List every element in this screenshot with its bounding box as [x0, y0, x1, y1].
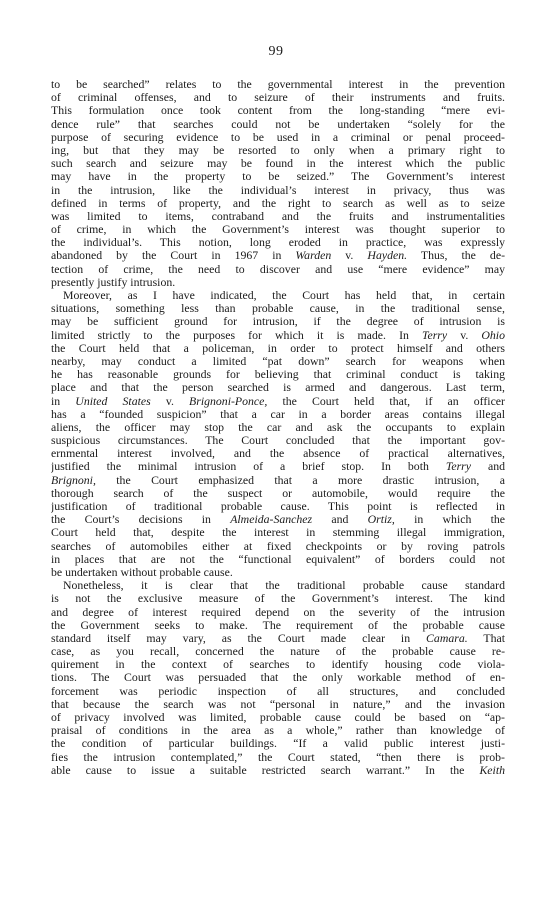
- text-line: [51, 698, 505, 711]
- text-line: [51, 289, 505, 302]
- text-line: [51, 170, 505, 183]
- text-line: [51, 104, 505, 117]
- text-run: thorough search of the suspect or automobile, would require the: [51, 486, 505, 500]
- text-run: abandoned by the Court in 1967 in: [51, 249, 296, 263]
- text-run: the condition of particular buildings. “If a valid public interest justi-: [51, 737, 505, 751]
- italic-case-name: Brignoni-Ponce,: [189, 394, 268, 408]
- text-line: [51, 619, 505, 632]
- text-line: [51, 276, 505, 289]
- text-line: [51, 579, 505, 592]
- text-line: [51, 210, 505, 223]
- text-run: ernmental interest involved, and the absence of practical alternatives,: [51, 447, 505, 461]
- text-run: place and that the person searched is armed and dangerous. Last term,: [51, 381, 505, 395]
- text-run: situations, something less than probable cause, in the traditional sense,: [51, 302, 505, 316]
- text-line: [51, 434, 505, 447]
- text-run: he has reasonable grounds for believing that criminal conduct is taking: [51, 368, 505, 382]
- text-run: in which the: [394, 513, 505, 527]
- text-run: ing, but that they may be resorted to only when a primary right to: [51, 143, 505, 157]
- text-line: [51, 553, 505, 566]
- text-line: [51, 118, 505, 131]
- text-run: the Court held that a policeman, in order to protect himself and others: [51, 341, 505, 355]
- text-run: Thus, the de-: [407, 249, 505, 263]
- text-line: [51, 474, 505, 487]
- text-run: That: [467, 631, 505, 645]
- italic-case-name: Camara.: [426, 631, 468, 645]
- text-line: [51, 592, 505, 605]
- text-line: [51, 381, 505, 394]
- text-line: [51, 500, 505, 513]
- text-run: case, as you recall, concerned the nature of the probable cause re-: [51, 645, 505, 659]
- text-line: [51, 658, 505, 671]
- text-line: [51, 223, 505, 236]
- text-run: and: [471, 460, 505, 474]
- text-run: praisal of conditions in the area as a whole,” rather than knowledge of: [51, 724, 505, 738]
- text-run: of privacy involved was limited, probable cause could be based on “ap-: [51, 711, 505, 724]
- text-run: purpose of securing evidence to be used in a criminal or penal proceed-: [51, 130, 505, 144]
- text-line: [51, 342, 505, 355]
- text-line: [51, 724, 505, 737]
- paragraph: [51, 579, 505, 777]
- text-line: [51, 184, 505, 197]
- text-run: v.: [331, 249, 368, 263]
- text-run: standard itself may vary, as the Court made clear in: [51, 631, 427, 645]
- text-line: [51, 91, 505, 104]
- text-run: forcement was periodic inspection of all structures, and concluded: [51, 684, 505, 698]
- italic-case-name: Brignoni,: [51, 473, 96, 487]
- text-run: Moreover, as I have indicated, the Court has held that, in certain: [63, 289, 505, 302]
- page-number: 99: [268, 44, 284, 59]
- text-run: justification of traditional probable cause. This point is reflected in: [51, 500, 505, 513]
- text-run: aliens, the officer may stop the car and ask the occupants to explain: [51, 420, 505, 434]
- italic-case-name: Ortiz,: [367, 513, 395, 527]
- text-line: [51, 487, 505, 500]
- text-line: [51, 460, 505, 473]
- text-run: to be searched” relates to the governmental interest in the prevention: [51, 78, 505, 91]
- text-line: [51, 355, 505, 368]
- text-run: fies the intrusion contemplated,” the Court stated, “then there is prob-: [51, 750, 505, 764]
- text-run: be undertaken without probable cause.: [51, 565, 233, 579]
- text-line: [51, 131, 505, 144]
- text-line: [51, 513, 505, 526]
- text-run: able cause to issue a suitable restricted search warrant.” In the: [51, 763, 480, 777]
- text-line: [51, 751, 505, 764]
- text-line: [51, 315, 505, 328]
- text-line: [51, 540, 505, 553]
- text-line: [51, 144, 505, 157]
- text-run: may be sufficient ground for intrusion, if the degree of intrusion is: [51, 315, 505, 329]
- text-line: [51, 447, 505, 460]
- text-line: [51, 671, 505, 684]
- text-run: Court held that, despite the interest in stemming illegal immigration,: [51, 526, 505, 540]
- text-line: [51, 395, 505, 408]
- text-line: [51, 408, 505, 421]
- italic-case-name: Ohio: [481, 328, 505, 342]
- text-run: the Court held that, if an officer: [267, 394, 505, 408]
- text-run: the individual’s. This notion, long eroded in practice, was expressly: [51, 236, 505, 250]
- text-run: has a “founded suspicion” that a car in a border areas contains illegal: [51, 407, 505, 421]
- text-line: [51, 302, 505, 315]
- text-line: [51, 421, 505, 434]
- text-line: [51, 368, 505, 381]
- text-run: This formulation once took content from the long-standing “mere evi-: [51, 104, 505, 118]
- text-line: [51, 606, 505, 619]
- text-run: is not the exclusive measure of the Government’s interest. The kind: [51, 592, 505, 606]
- text-run: justified the minimal intrusion of a brief stop. In both: [51, 460, 446, 474]
- text-run: suspicious circumstances. The Court concluded that the important gov-: [51, 434, 505, 448]
- text-run: Nonetheless, it is clear that the traditional probable cause standard: [63, 579, 505, 593]
- text-line: [51, 236, 505, 249]
- text-run: the Government seeks to make. The requirement of the probable cause: [51, 618, 505, 632]
- italic-case-name: United States: [75, 394, 151, 408]
- text-line: [51, 685, 505, 698]
- text-run: that because the search was not “personal in nature,” and the invasion: [51, 697, 505, 711]
- text-line: [51, 526, 505, 539]
- text-run: of criminal offenses, and to seizure of their instruments and fruits.: [51, 91, 505, 105]
- text-run: v.: [150, 394, 190, 408]
- text-line: [51, 78, 505, 91]
- text-line: [51, 711, 505, 724]
- text-line: [51, 157, 505, 170]
- italic-case-name: Terry: [445, 460, 471, 474]
- text-run: such search and seizure may be found in the interest which the public: [51, 157, 505, 171]
- text-run: tection of crime, the need to discover and use “mere evidence” may: [51, 262, 505, 276]
- text-line: [51, 764, 505, 777]
- italic-case-name: Keith: [479, 763, 505, 777]
- text-run: dence rule” that searches could not be undertaken “solely for the: [51, 117, 505, 131]
- text-run: in the intrusion, like the individual’s interest in privacy, thus was: [51, 183, 505, 197]
- text-run: in places that are not the “functional equivalent” of borders could not: [51, 552, 505, 566]
- text-run: in: [51, 394, 76, 408]
- text-line: [51, 329, 505, 342]
- paragraph: [51, 78, 505, 289]
- italic-case-name: Warden: [295, 249, 332, 263]
- body-text: [51, 78, 505, 777]
- text-run: and degree of interest required depend on the severity of the intrusion: [51, 605, 505, 619]
- text-line: [51, 632, 505, 645]
- paragraph: [51, 289, 505, 579]
- text-run: presently justify intrusion.: [51, 275, 176, 289]
- italic-case-name: Almeida-Sanchez: [230, 513, 313, 527]
- text-run: was limited to items, contraband and the fruits and instrumentalities: [51, 209, 505, 223]
- italic-case-name: Terry: [421, 328, 448, 342]
- text-run: may have in the property to be seized.” The Government’s interest: [51, 170, 505, 184]
- text-line: [51, 645, 505, 658]
- text-run: nearby, may conduct a limited “pat down” search for weapons when: [51, 354, 505, 368]
- text-line: [51, 566, 505, 579]
- text-run: quirement in the context of searches to identify housing code viola-: [51, 658, 505, 672]
- text-run: the Court’s decisions in: [51, 513, 231, 527]
- text-run: limited strictly to the purposes for which it is made. In: [51, 328, 422, 342]
- text-line: [51, 737, 505, 750]
- text-run: searches of automobiles either at fixed checkpoints or by roving patrols: [51, 539, 505, 553]
- text-run: the Court emphasized that a more drastic intrusion, a: [95, 473, 505, 487]
- text-line: [51, 263, 505, 276]
- text-line: [51, 197, 505, 210]
- text-run: tions. The Court was persuaded that the only workable method of en-: [51, 671, 505, 685]
- italic-case-name: Hayden.: [367, 249, 408, 263]
- text-run: v.: [447, 328, 482, 342]
- text-run: of crime, in which the Government’s interest was thought superior to: [51, 223, 505, 237]
- text-line: [51, 249, 505, 262]
- text-run: defined in terms of property, and the right to search as well as to seize: [51, 196, 505, 210]
- text-run: and: [312, 513, 368, 527]
